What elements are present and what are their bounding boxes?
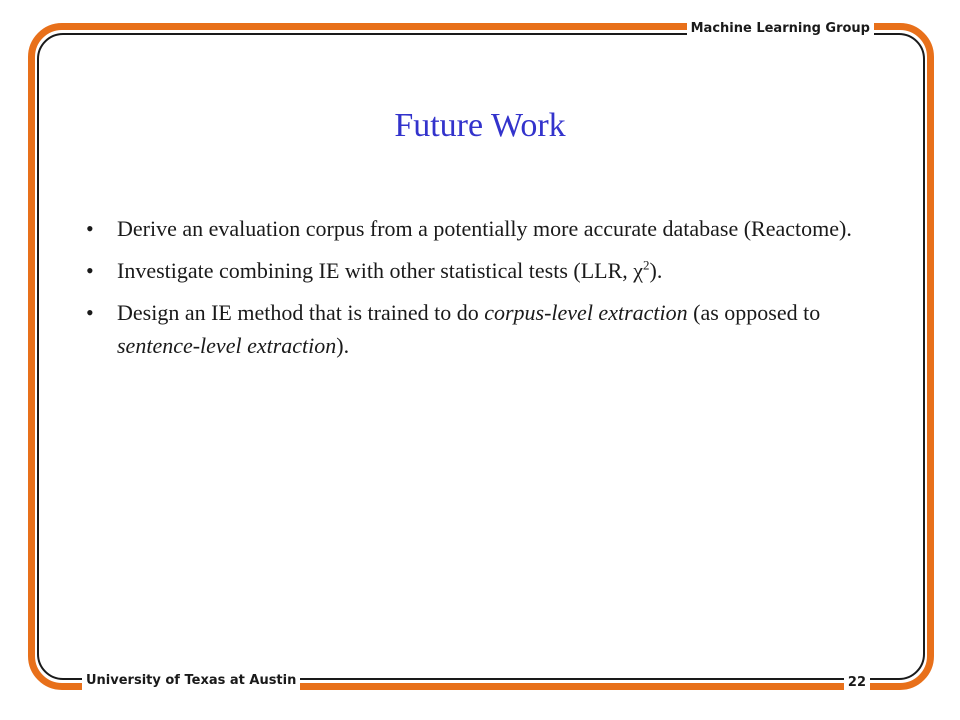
bullet-list — [86, 212, 886, 371]
italic-term: corpus-level extraction — [484, 300, 688, 325]
bullet-item — [86, 212, 886, 245]
bullet-item — [86, 296, 886, 362]
bullet-dot: • — [86, 258, 94, 283]
bullet-text-end: ). — [649, 258, 663, 283]
superscript: 2 — [643, 257, 650, 273]
footer-institution: University of Texas at Austin — [82, 672, 300, 690]
bullet-text-end: ). — [336, 333, 350, 358]
bullet-dot: • — [86, 216, 94, 241]
chi-symbol: χ — [633, 258, 644, 283]
bullet-text: Derive an evaluation corpus from a potentially more accurate database (Reactome). — [117, 216, 852, 241]
bullet-item — [86, 254, 886, 287]
page-number: 22 — [844, 674, 870, 692]
bullet-text: Investigate combining IE with other statistical tests (LLR, — [117, 258, 634, 283]
bullet-dot: • — [86, 300, 94, 325]
slide-title: Future Work — [394, 107, 566, 144]
italic-term: sentence-level extraction — [117, 333, 337, 358]
bullet-text: Design an IE method that is trained to do — [117, 300, 485, 325]
bullet-text-middle: (as opposed to — [687, 300, 821, 325]
header-group-label: Machine Learning Group — [687, 20, 874, 38]
